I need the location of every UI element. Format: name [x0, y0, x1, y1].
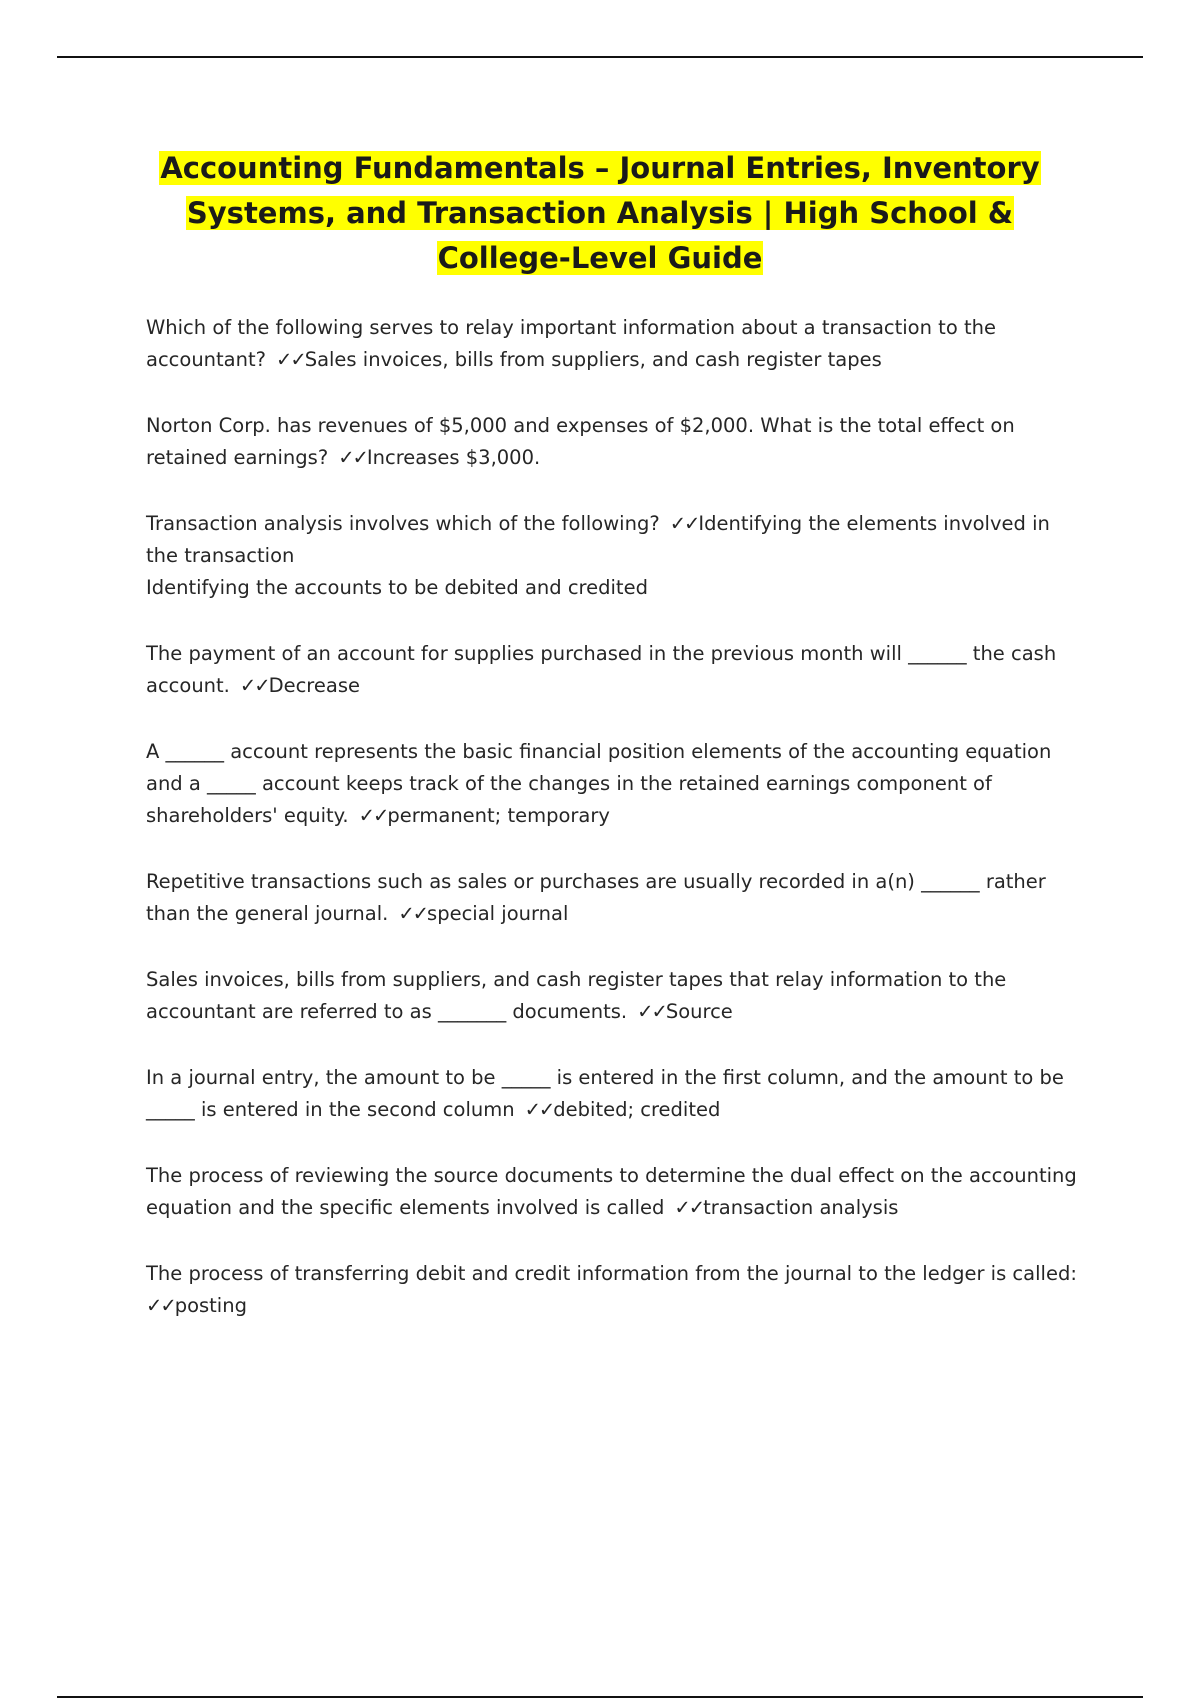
answer-text: transaction analysis [703, 1196, 899, 1219]
qa-item [146, 1062, 1086, 1126]
question-text: In a journal entry, the amount to be _____ is entered in the first column, and the amount to be _____ is entered in the second column [146, 1066, 1064, 1121]
qa-item [146, 964, 1086, 1028]
document-title-text: Accounting Fundamentals – Journal Entries, Inventory Systems, and Transaction Analysis | High School & College-Level Guide [160, 151, 1040, 275]
question-text: Repetitive transactions such as sales or purchases are usually recorded in a(n) ______ rather than the general journal. [146, 870, 1046, 925]
check-icon: ✓✓ [276, 348, 305, 371]
answer-line [146, 1290, 1086, 1322]
qa-item [146, 312, 1086, 376]
answer-text: Source [665, 1000, 733, 1023]
qa-item [146, 1258, 1086, 1322]
qa-item [146, 508, 1086, 604]
answer-text: special journal [427, 902, 569, 925]
answer-text: Sales invoices, bills from suppliers, and cash register tapes [304, 348, 882, 371]
question-text: The payment of an account for supplies purchased in the previous month will ______ the cash account. [146, 642, 1057, 697]
check-icon: ✓✓ [674, 1196, 704, 1219]
question-text: A ______ account represents the basic financial position elements of the accounting equation and a _____ account keeps track of the changes in the retained earnings component of shareholders' equity. [146, 740, 1052, 827]
check-icon: ✓✓ [669, 512, 699, 535]
qa-item [146, 866, 1086, 930]
qa-list [146, 312, 1086, 1356]
check-icon: ✓✓ [524, 1098, 554, 1121]
answer-text: Increases $3,000. [366, 446, 541, 469]
document-title [120, 146, 1080, 281]
qa-item [146, 1160, 1086, 1224]
check-icon: ✓✓ [338, 446, 367, 469]
top-rule [57, 56, 1143, 58]
answer-text: debited; credited [553, 1098, 721, 1121]
qa-item [146, 410, 1086, 474]
question-text: The process of transferring debit and credit information from the journal to the ledger is called: [146, 1262, 1077, 1285]
answer-text: posting [174, 1294, 247, 1317]
qa-item [146, 638, 1086, 702]
check-icon: ✓✓ [637, 1000, 666, 1023]
qa-item [146, 736, 1086, 832]
check-icon: ✓✓ [239, 674, 269, 697]
question-text: Sales invoices, bills from suppliers, and cash register tapes that relay information to the accountant are referred to as _______ documents. [146, 968, 1007, 1023]
question-text: The process of reviewing the source documents to determine the dual effect on the accounting equation and the specific elements involved is called [146, 1164, 1077, 1219]
answer-text: Decrease [268, 674, 361, 697]
question-text: Transaction analysis involves which of the following? [146, 512, 660, 535]
check-icon: ✓✓ [358, 804, 388, 827]
check-icon: ✓✓ [146, 1294, 175, 1317]
question-text: Norton Corp. has revenues of $5,000 and expenses of $2,000. What is the total effect on retained earnings? [146, 414, 1015, 469]
question-text: Which of the following serves to relay important information about a transaction to the accountant? [146, 316, 996, 371]
answer-text: Identifying the elements involved in the transaction [146, 512, 1050, 567]
answer-extra-text: Identifying the accounts to be debited and credited [146, 576, 648, 599]
check-icon: ✓✓ [398, 902, 428, 925]
bottom-rule [57, 1696, 1143, 1698]
answer-text: permanent; temporary [387, 804, 610, 827]
